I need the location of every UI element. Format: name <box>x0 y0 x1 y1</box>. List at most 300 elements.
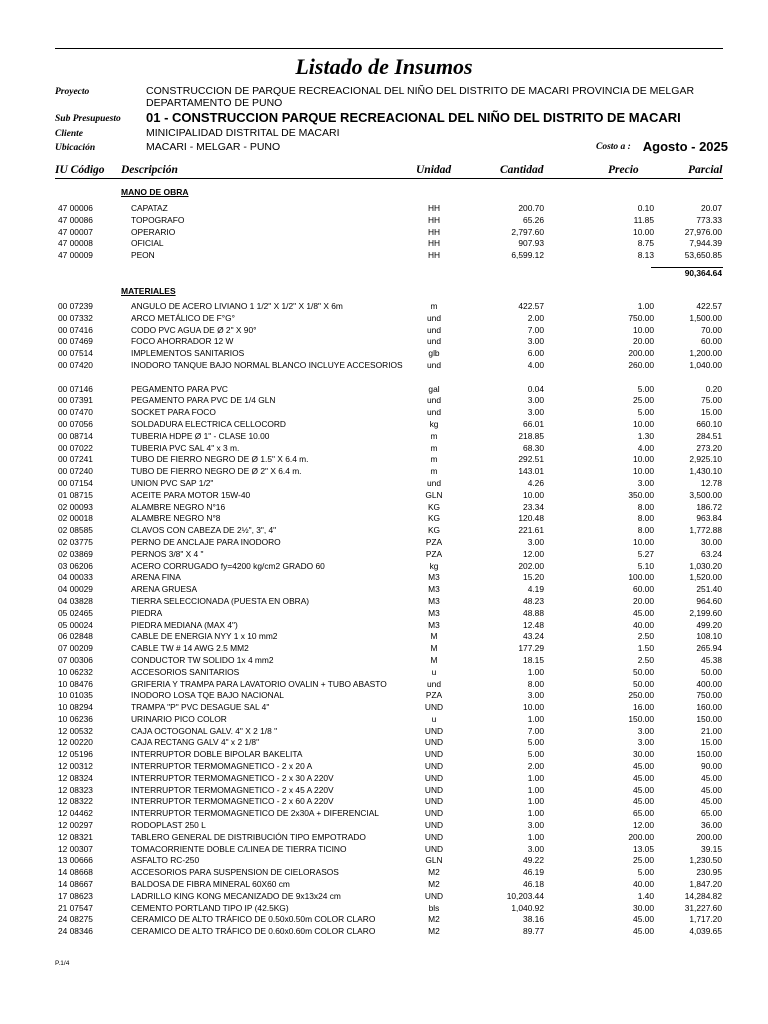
item-quantity: 89.77 <box>523 926 544 937</box>
item-unit: u <box>431 713 437 724</box>
item-description: TABLERO GENERAL DE DISTRIBUCIÓN TIPO EMPOTRADO <box>131 831 366 842</box>
item-partial: 70.00 <box>701 324 722 335</box>
item-partial: 1,230.50 <box>689 855 722 866</box>
table-row <box>0 726 768 738</box>
item-code: 00 07241 <box>58 454 93 465</box>
item-partial: 3,500.00 <box>689 489 722 500</box>
column-header-parcial: Parcial <box>688 164 723 176</box>
table-row <box>0 203 768 215</box>
item-price: 40.00 <box>633 619 654 630</box>
item-description: INTERRUPTOR TERMOMAGNETICO - 2 x 20 A <box>131 761 313 772</box>
item-quantity: 1.00 <box>527 831 544 842</box>
item-unit: UND <box>424 725 444 736</box>
item-description: ASFALTO RC-250 <box>131 855 200 866</box>
item-code: 12 05196 <box>58 749 93 760</box>
item-unit: und <box>427 407 441 418</box>
item-unit: UND <box>424 702 444 713</box>
item-partial: 1,520.00 <box>689 572 722 583</box>
item-partial: 27,976.00 <box>684 226 722 237</box>
item-code: 47 00008 <box>58 238 93 249</box>
item-unit: M3 <box>428 584 440 595</box>
item-code: 24 08346 <box>58 926 93 937</box>
item-unit: UND <box>424 831 444 842</box>
table-row <box>0 667 768 679</box>
item-quantity: 10,203.44 <box>506 890 544 901</box>
item-description: CODO PVC AGUA DE Ø 2" X 90° <box>131 324 257 335</box>
item-quantity: 5.00 <box>527 749 544 760</box>
item-unit: u <box>431 666 437 677</box>
section-title-materiales: MATERIALES <box>121 286 176 296</box>
item-quantity: 292.51 <box>518 454 544 465</box>
item-partial: 273.20 <box>696 442 722 453</box>
item-price: 13.05 <box>633 843 654 854</box>
table-row <box>0 537 768 549</box>
item-price: 200.00 <box>628 831 654 842</box>
header-rule <box>55 178 723 179</box>
table-row <box>0 490 768 502</box>
item-price: 200.00 <box>628 348 654 359</box>
item-partial: 422.57 <box>696 301 722 311</box>
item-partial: 4,039.65 <box>689 926 722 937</box>
item-code: 10 08294 <box>58 702 93 713</box>
item-code: 00 07416 <box>58 324 93 335</box>
item-unit: UND <box>424 808 444 819</box>
item-description: INTERRUPTOR TERMOMAGNETICO DE 2x30A + DIFERENCIAL <box>131 808 379 819</box>
item-description: RODOPLAST 250 L <box>131 820 206 831</box>
item-unit: M2 <box>428 867 440 878</box>
item-partial: 0.20 <box>705 383 722 394</box>
item-price: 2.50 <box>637 631 654 642</box>
table-row <box>0 360 768 384</box>
item-quantity: 1,040.92 <box>511 902 544 913</box>
item-quantity: 46.18 <box>523 879 544 890</box>
item-price: 3.00 <box>637 725 654 736</box>
item-quantity: 7.00 <box>527 324 544 335</box>
table-row <box>0 643 768 655</box>
item-partial: 1,040.00 <box>689 359 722 370</box>
table-row <box>0 785 768 797</box>
item-unit: GLN <box>425 489 443 500</box>
item-description: CAPATAZ <box>131 203 168 213</box>
table-row <box>0 690 768 702</box>
item-code: 03 06206 <box>58 560 93 571</box>
item-price: 2.50 <box>637 654 654 665</box>
table-row <box>0 891 768 903</box>
item-description: TUBO DE FIERRO NEGRO DE Ø 2" X 6.4 m. <box>131 466 302 477</box>
item-unit: UND <box>424 772 444 783</box>
item-description: PIEDRA MEDIANA (MAX 4") <box>131 619 238 630</box>
item-partial: 90.00 <box>701 761 722 772</box>
item-partial: 265.94 <box>696 643 722 654</box>
item-code: 00 07146 <box>58 383 93 394</box>
item-partial: 75.00 <box>701 395 722 406</box>
item-unit: und <box>427 678 441 689</box>
item-quantity: 1.00 <box>527 772 544 783</box>
item-quantity: 4.26 <box>527 477 544 488</box>
item-quantity: 38.16 <box>523 914 544 925</box>
costo-value: Agosto - 2025 <box>642 139 728 154</box>
item-unit: KG <box>427 501 441 512</box>
section-title-mano-de-obra: MANO DE OBRA <box>121 187 189 197</box>
item-quantity: 3.00 <box>527 843 544 854</box>
item-quantity: 3.00 <box>527 820 544 831</box>
item-partial: 400.00 <box>696 678 722 689</box>
item-quantity: 2.00 <box>527 761 544 772</box>
item-description: ARENA FINA <box>131 572 181 583</box>
item-code: 05 02465 <box>58 607 93 618</box>
item-unit: HH <box>427 250 441 261</box>
table-row <box>0 631 768 643</box>
item-unit: KG <box>427 513 441 524</box>
table-row <box>0 313 768 325</box>
item-code: 00 07391 <box>58 395 93 406</box>
table-row <box>0 384 768 396</box>
item-price: 45.00 <box>633 784 654 795</box>
item-code: 02 03869 <box>58 548 93 559</box>
item-unit: PZA <box>425 536 443 547</box>
item-description: ARENA GRUESA <box>131 584 198 595</box>
item-description: CERAMICO DE ALTO TRÁFICO DE 0.60x0.60m COLOR CLARO <box>131 926 376 937</box>
item-price: 11.85 <box>633 214 654 225</box>
item-description: INODORO LOSA TQE BAJO NACIONAL <box>131 690 284 701</box>
item-description: CERAMICO DE ALTO TRÁFICO DE 0.50x0.50m COLOR CLARO <box>131 914 376 925</box>
item-unit: m <box>430 466 438 477</box>
item-quantity: 10.00 <box>523 489 544 500</box>
table-row <box>0 773 768 785</box>
item-description: PERNO DE ANCLAJE PARA INODORO <box>131 536 281 547</box>
top-rule <box>55 48 723 49</box>
item-code: 12 00220 <box>58 737 93 748</box>
item-quantity: 2,797.60 <box>511 226 544 237</box>
item-description: OFICIAL <box>131 238 164 249</box>
item-description: INTERRUPTOR DOBLE BIPOLAR BAKELITA <box>131 749 303 760</box>
item-description: UNION PVC SAP 1/2" <box>131 477 214 488</box>
item-description: BALDOSA DE FIBRA MINERAL 60X60 cm <box>131 879 290 890</box>
item-partial: 251.40 <box>696 584 722 595</box>
item-price: 5.27 <box>637 548 654 559</box>
item-code: 00 08714 <box>58 430 93 441</box>
item-partial: 14,284.82 <box>684 890 722 901</box>
item-partial: 186.72 <box>696 501 722 512</box>
item-description: CLAVOS CON CABEZA DE 2½", 3", 4" <box>131 525 277 536</box>
item-price: 8.13 <box>637 250 654 261</box>
item-unit: M2 <box>428 914 440 925</box>
item-code: 12 08323 <box>58 784 93 795</box>
item-price: 250.00 <box>628 690 654 701</box>
item-description: TRAMPA "P" PVC DESAGUE SAL 4" <box>131 702 270 713</box>
table-row <box>0 796 768 808</box>
item-price: 45.00 <box>633 926 654 937</box>
item-price: 12.00 <box>633 820 654 831</box>
item-price: 100.00 <box>628 572 654 583</box>
item-unit: UND <box>424 784 444 795</box>
table-row <box>0 832 768 844</box>
item-price: 5.10 <box>637 560 654 571</box>
mano-de-obra-subtotal: 90,364.64 <box>684 268 722 278</box>
item-partial: 7,944.39 <box>689 238 722 249</box>
item-price: 20.00 <box>633 336 654 347</box>
item-code: 12 08321 <box>58 831 93 842</box>
item-description: PEGAMENTO PARA PVC DE 1/4 GLN <box>131 395 276 406</box>
item-price: 45.00 <box>633 761 654 772</box>
item-quantity: 65.26 <box>523 214 544 225</box>
item-unit: PZA <box>425 548 443 559</box>
item-unit: HH <box>427 214 441 225</box>
item-code: 01 08715 <box>58 489 93 500</box>
subpresupuesto-label: Sub Presupuesto <box>55 114 121 124</box>
item-quantity: 7.00 <box>527 725 544 736</box>
item-quantity: 6.00 <box>527 348 544 359</box>
table-row <box>0 596 768 608</box>
item-quantity: 15.20 <box>523 572 544 583</box>
item-partial: 45.00 <box>701 796 722 807</box>
item-description: ALAMBRE NEGRO N°16 <box>131 501 226 512</box>
item-code: 00 07154 <box>58 477 93 488</box>
item-description: TOPOGRAFO <box>131 214 185 225</box>
table-row <box>0 525 768 537</box>
item-quantity: 23.34 <box>523 501 544 512</box>
item-unit: M2 <box>428 926 440 937</box>
item-quantity: 1.00 <box>527 808 544 819</box>
item-price: 750.00 <box>628 312 654 323</box>
item-quantity: 120.48 <box>518 513 544 524</box>
item-description: CEMENTO PORTLAND TIPO IP (42.5KG) <box>131 902 289 913</box>
item-code: 12 00532 <box>58 725 93 736</box>
item-description: SOCKET PARA FOCO <box>131 407 216 418</box>
table-row <box>0 348 768 360</box>
item-quantity: 0.04 <box>527 383 544 394</box>
table-row <box>0 407 768 419</box>
item-partial: 750.00 <box>696 690 722 701</box>
item-description: INTERRUPTOR TERMOMAGNETICO - 2 x 30 A 220V <box>131 772 334 783</box>
item-unit: M3 <box>428 607 440 618</box>
item-unit: glb <box>428 348 440 359</box>
item-partial: 15.00 <box>701 737 722 748</box>
item-unit: M3 <box>428 572 440 583</box>
item-description: CONDUCTOR TW SOLIDO 1x 4 mm2 <box>131 654 274 665</box>
item-price: 65.00 <box>633 808 654 819</box>
item-description: TUBERIA PVC SAL 4" x 3 m. <box>131 442 240 453</box>
item-code: 14 08667 <box>58 879 93 890</box>
item-partial: 963.84 <box>696 513 722 524</box>
item-price: 5.00 <box>637 407 654 418</box>
proyecto-label: Proyecto <box>55 87 90 97</box>
item-partial: 45.38 <box>701 654 722 665</box>
item-code: 00 07239 <box>58 301 93 311</box>
item-description: ACCESORIOS PARA SUSPENSION DE CIELORASOS <box>131 867 339 878</box>
item-quantity: 3.00 <box>527 407 544 418</box>
proyecto-line1: CONSTRUCCION DE PARQUE RECREACIONAL DEL NIÑO DEL DISTRITO DE MACARI PROVINCIA DE MELGAR <box>146 85 695 97</box>
item-description: OPERARIO <box>131 226 176 237</box>
item-price: 8.00 <box>637 525 654 536</box>
item-description: CABLE TW # 14 AWG 2.5 MM2 <box>131 643 249 654</box>
column-header-unidad: Unidad <box>416 164 452 176</box>
item-code: 14 08668 <box>58 867 93 878</box>
table-row <box>0 549 768 561</box>
item-price: 25.00 <box>633 855 654 866</box>
table-row <box>0 914 768 926</box>
item-partial: 499.20 <box>696 619 722 630</box>
table-row <box>0 737 768 749</box>
item-partial: 1,430.10 <box>689 466 722 477</box>
item-quantity: 10.00 <box>523 702 544 713</box>
item-quantity: 143.01 <box>518 466 544 477</box>
item-partial: 150.00 <box>696 713 722 724</box>
item-price: 45.00 <box>633 607 654 618</box>
item-code: 24 08275 <box>58 914 93 925</box>
table-row <box>0 620 768 632</box>
item-price: 10.00 <box>633 324 654 335</box>
table-row <box>0 454 768 466</box>
item-partial: 230.95 <box>696 867 722 878</box>
item-unit: und <box>427 336 441 347</box>
item-price: 260.00 <box>628 359 654 370</box>
item-partial: 150.00 <box>696 749 722 760</box>
item-code: 00 07240 <box>58 466 93 477</box>
item-unit: m <box>430 301 438 311</box>
item-description: INODORO TANQUE BAJO NORMAL BLANCO INCLUYE ACCESORIOS <box>131 359 403 370</box>
item-price: 3.00 <box>637 737 654 748</box>
item-description: CAJA OCTOGONAL GALV. 4" X 2 1/8 " <box>131 725 278 736</box>
item-code: 47 00006 <box>58 203 93 213</box>
ubicacion-value: MACARI - MELGAR - PUNO <box>146 141 281 153</box>
item-code: 02 08585 <box>58 525 93 536</box>
column-header-descripcion: Descripción <box>121 164 178 176</box>
item-partial: 1,847.20 <box>689 879 722 890</box>
table-row <box>0 608 768 620</box>
item-description: CABLE DE ENERGIA NYY 1 x 10 mm2 <box>131 631 278 642</box>
item-partial: 45.00 <box>701 784 722 795</box>
item-partial: 160.00 <box>696 702 722 713</box>
item-description: TIERRA SELECCIONADA (PUESTA EN OBRA) <box>131 595 310 606</box>
item-price: 5.00 <box>637 867 654 878</box>
item-partial: 108.10 <box>696 631 722 642</box>
item-quantity: 1.00 <box>527 796 544 807</box>
item-partial: 660.10 <box>696 418 722 429</box>
table-row <box>0 584 768 596</box>
item-price: 1.30 <box>637 430 654 441</box>
item-code: 21 07547 <box>58 902 93 913</box>
item-quantity: 218.85 <box>518 430 544 441</box>
item-quantity: 48.88 <box>523 607 544 618</box>
cliente-label: Cliente <box>55 129 83 139</box>
item-unit: UND <box>424 749 444 760</box>
item-description: PEON <box>131 250 155 261</box>
table-row <box>0 395 768 407</box>
item-quantity: 3.00 <box>527 536 544 547</box>
item-partial: 12.78 <box>701 477 722 488</box>
item-description: ANGULO DE ACERO LIVIANO 1 1/2" X 1/2" X 1/8" X 6m <box>131 301 343 311</box>
item-code: 00 07332 <box>58 312 93 323</box>
item-unit: UND <box>424 890 444 901</box>
item-unit: UND <box>424 761 444 772</box>
item-code: 12 08322 <box>58 796 93 807</box>
item-quantity: 1.00 <box>527 713 544 724</box>
item-price: 16.00 <box>633 702 654 713</box>
item-partial: 60.00 <box>701 336 722 347</box>
item-quantity: 3.00 <box>527 336 544 347</box>
item-price: 3.00 <box>637 477 654 488</box>
item-price: 5.00 <box>637 383 654 394</box>
item-price: 40.00 <box>633 879 654 890</box>
item-description: PERNOS 3/8" X 4 " <box>131 548 204 559</box>
item-unit: bls <box>428 902 440 913</box>
item-price: 20.00 <box>633 595 654 606</box>
item-code: 05 00024 <box>58 619 93 630</box>
item-quantity: 4.00 <box>527 359 544 370</box>
item-description: TUBERIA HDPE Ø 1" - CLASE 10.00 <box>131 430 270 441</box>
item-code: 00 07420 <box>58 359 93 370</box>
item-quantity: 6,599.12 <box>511 250 544 261</box>
table-row <box>0 679 768 691</box>
item-quantity: 49.22 <box>523 855 544 866</box>
item-price: 45.00 <box>633 772 654 783</box>
item-unit: HH <box>427 238 441 249</box>
item-price: 10.00 <box>633 418 654 429</box>
item-unit: M <box>430 631 438 642</box>
item-code: 12 08324 <box>58 772 93 783</box>
column-header-iu-codigo: IU Código <box>55 164 105 176</box>
item-partial: 15.00 <box>701 407 722 418</box>
item-quantity: 3.00 <box>527 395 544 406</box>
item-description: LADRILLO KING KONG MECANIZADO DE 9x13x24 cm <box>131 890 341 901</box>
item-quantity: 68.30 <box>523 442 544 453</box>
table-row <box>0 808 768 820</box>
item-code: 10 06232 <box>58 666 93 677</box>
item-code: 12 04462 <box>58 808 93 819</box>
item-price: 50.00 <box>633 666 654 677</box>
item-quantity: 48.23 <box>523 595 544 606</box>
item-price: 25.00 <box>633 395 654 406</box>
item-code: 10 06236 <box>58 713 93 724</box>
item-code: 04 00029 <box>58 584 93 595</box>
table-row <box>0 702 768 714</box>
item-code: 00 07470 <box>58 407 93 418</box>
item-partial: 2,199.60 <box>689 607 722 618</box>
item-price: 50.00 <box>633 678 654 689</box>
item-partial: 36.00 <box>701 820 722 831</box>
item-price: 350.00 <box>628 489 654 500</box>
table-row <box>0 855 768 867</box>
item-price: 1.00 <box>637 301 654 311</box>
item-code: 00 07022 <box>58 442 93 453</box>
table-row <box>0 238 768 250</box>
subpresupuesto-value: 01 - CONSTRUCCION PARQUE RECREACIONAL DEL NIÑO DEL DISTRITO DE MACARI <box>146 110 681 125</box>
item-quantity: 221.61 <box>518 525 544 536</box>
table-row <box>0 215 768 227</box>
item-quantity: 4.19 <box>527 584 544 595</box>
item-unit: kg <box>429 560 439 571</box>
column-header-cantidad: Cantidad <box>500 164 544 176</box>
item-unit: GLN <box>425 855 443 866</box>
table-row <box>0 572 768 584</box>
item-unit: und <box>427 324 441 335</box>
table-row <box>0 714 768 726</box>
item-code: 04 03828 <box>58 595 93 606</box>
item-partial: 1,772.88 <box>689 525 722 536</box>
item-unit: kg <box>429 418 439 429</box>
item-partial: 63.24 <box>701 548 722 559</box>
item-partial: 1,030.20 <box>689 560 722 571</box>
item-quantity: 2.00 <box>527 312 544 323</box>
table-row <box>0 655 768 667</box>
item-code: 10 01035 <box>58 690 93 701</box>
item-unit: m <box>430 442 438 453</box>
item-quantity: 3.00 <box>527 690 544 701</box>
item-code: 47 00007 <box>58 226 93 237</box>
item-price: 10.00 <box>633 454 654 465</box>
item-unit: M <box>430 654 438 665</box>
